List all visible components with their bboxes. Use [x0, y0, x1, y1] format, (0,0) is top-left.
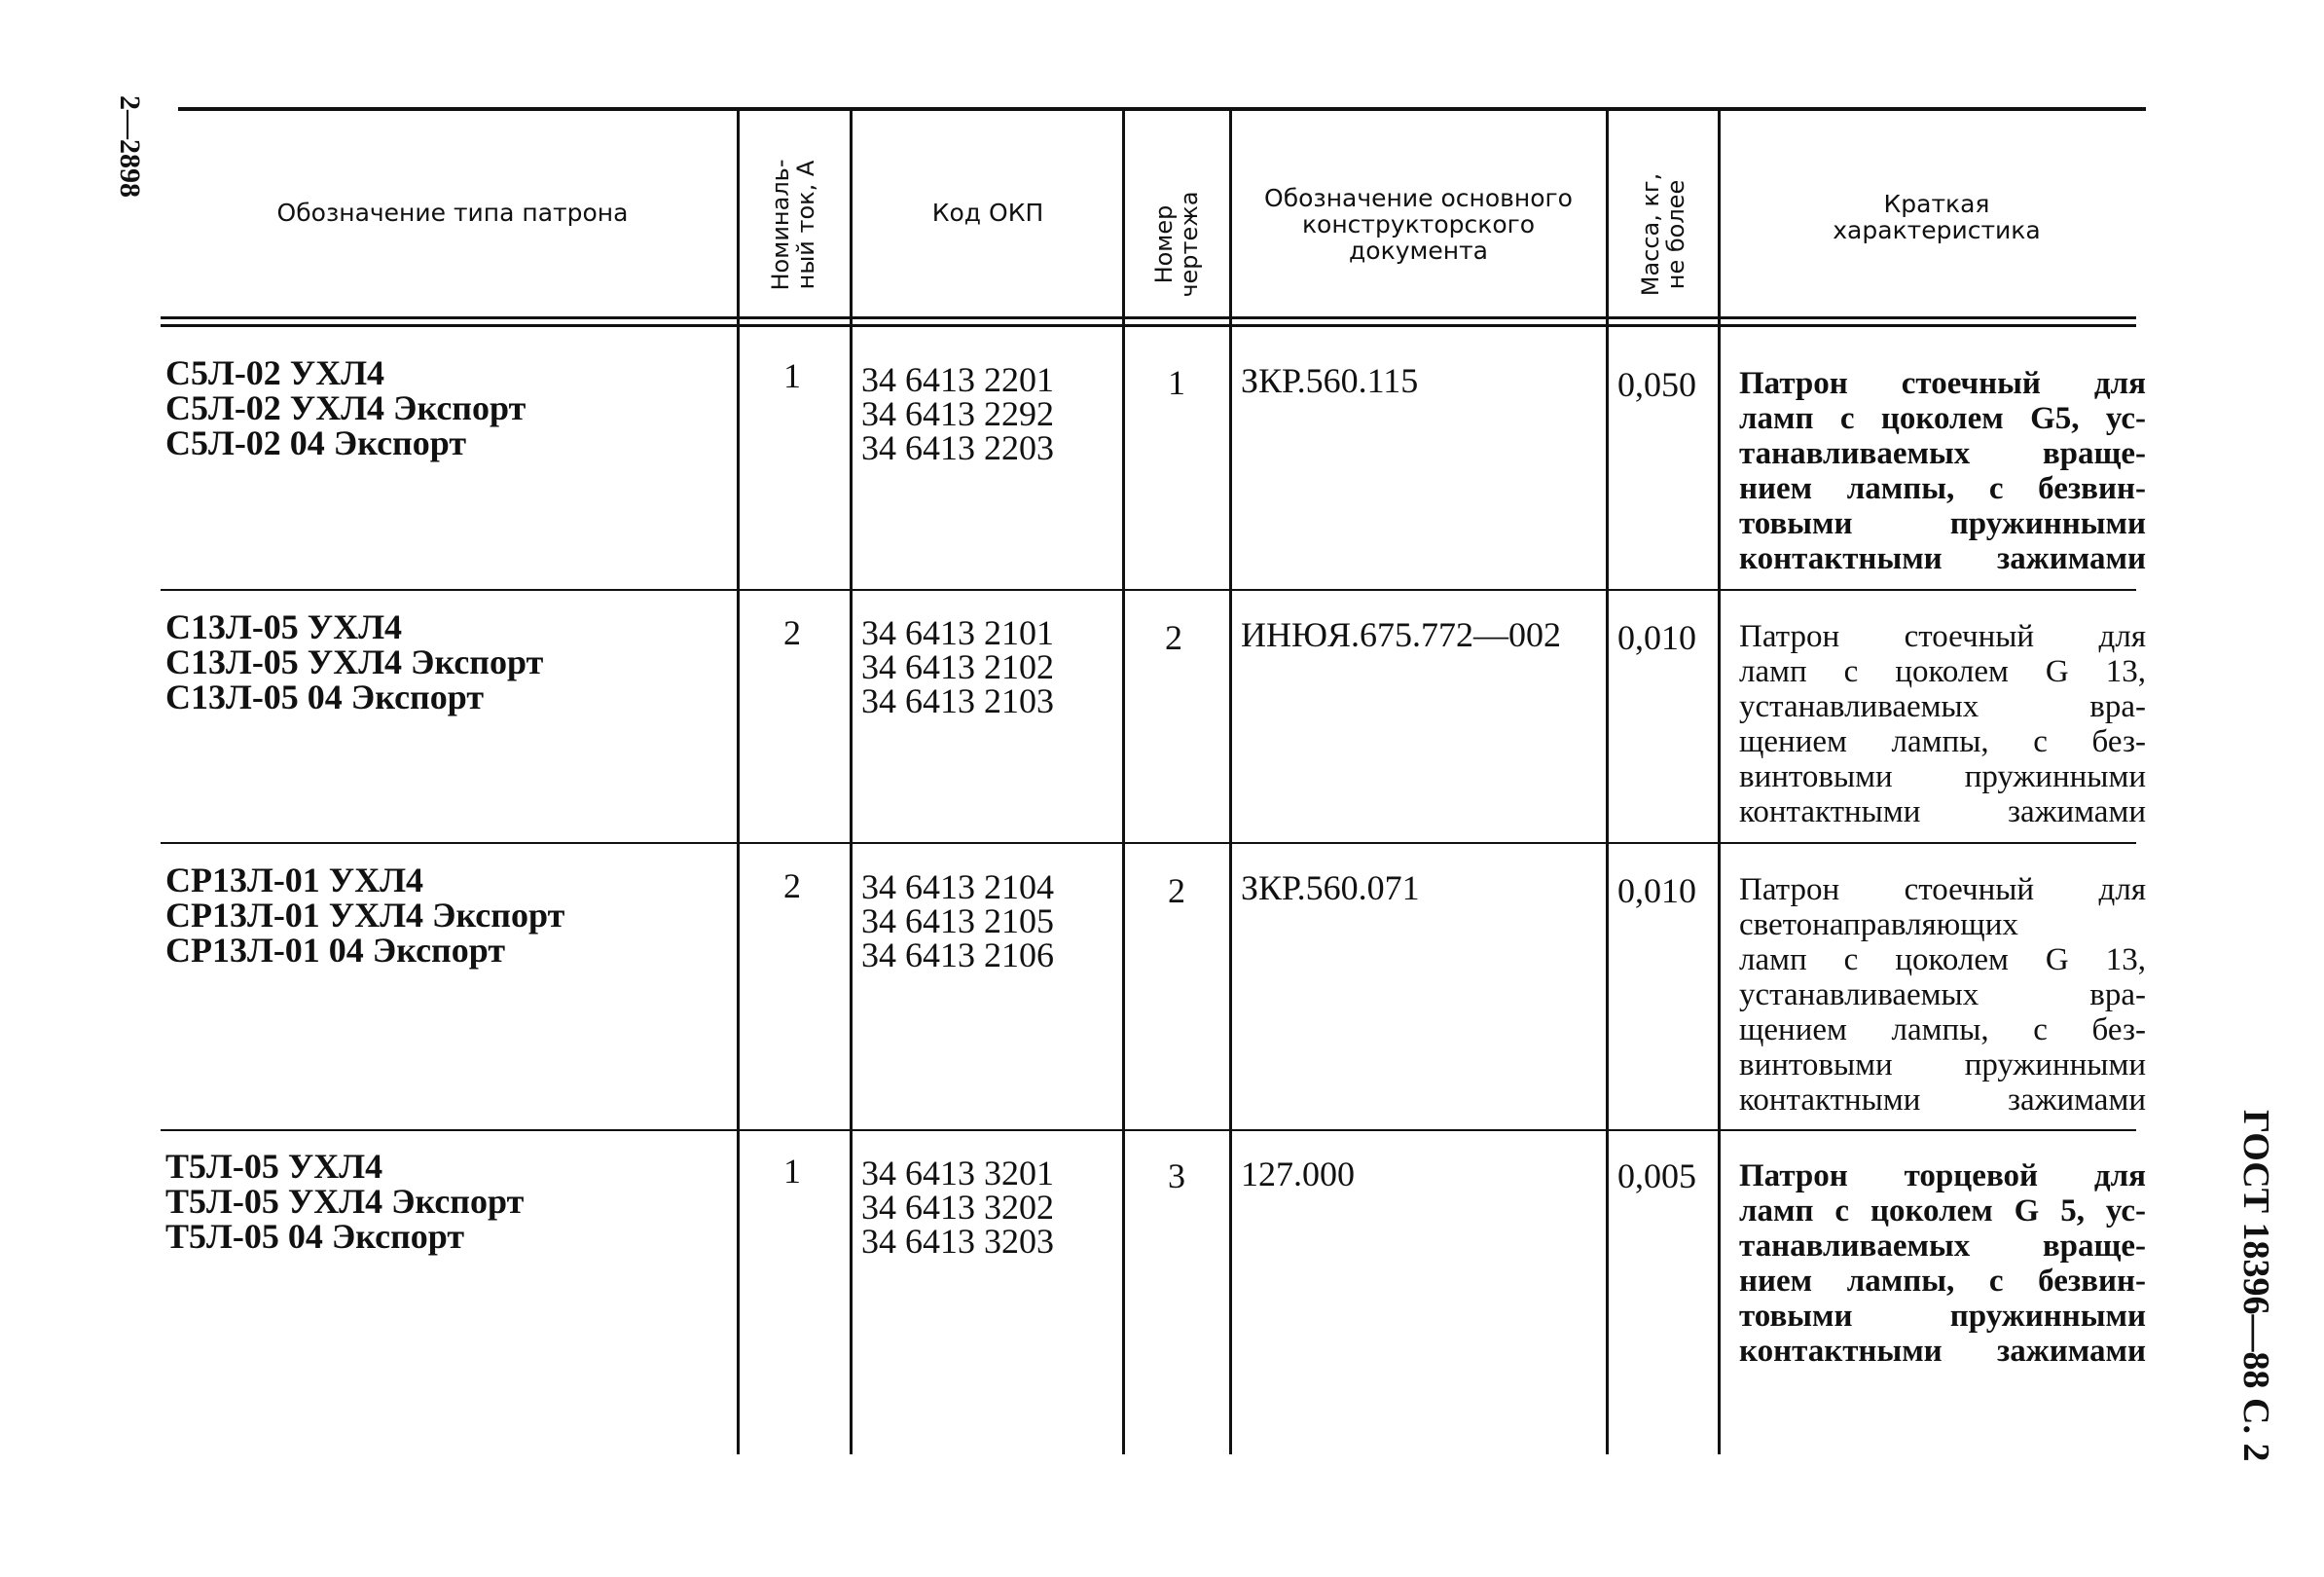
- description-line: щением лампы, с без-: [1739, 724, 2146, 759]
- description-line: контактными зажимами: [1739, 794, 2146, 829]
- okp-code: 34 6413 2102: [861, 647, 1054, 686]
- okp-code: 34 6413 2105: [861, 901, 1054, 940]
- type-line: С13Л-05 УХЛ4: [165, 607, 403, 646]
- current-value: 2: [783, 866, 801, 905]
- type-line: С5Л-02 УХЛ4 Экспорт: [165, 388, 527, 427]
- col-divider-2: [850, 111, 853, 1454]
- table-top-rule: [178, 107, 2146, 111]
- row-separator-3: [161, 1129, 2136, 1131]
- description: [1739, 619, 2146, 829]
- description-line: ламп с цоколем G 13,: [1739, 942, 2146, 977]
- type-line: СР13Л-01 УХЛ4: [165, 861, 424, 899]
- okp-code: 34 6413 2103: [861, 681, 1054, 720]
- type-line: С5Л-02 04 Экспорт: [165, 423, 467, 462]
- type-line: Т5Л-05 УХЛ4 Экспорт: [165, 1182, 525, 1221]
- header-rule-2: [161, 324, 2136, 327]
- okp-code: 34 6413 2203: [861, 428, 1054, 467]
- okp-code: 34 6413 2201: [861, 360, 1054, 399]
- description-line: нием лампы, с безвин-: [1739, 471, 2146, 506]
- okp-code: 34 6413 3202: [861, 1188, 1054, 1227]
- type-line: Т5Л-05 УХЛ4: [165, 1147, 383, 1186]
- doc-designation: ЗКР.560.071: [1241, 868, 1420, 907]
- description-line: танавливаемых враще-: [1739, 1229, 2146, 1264]
- description-line: нием лампы, с безвин-: [1739, 1264, 2146, 1299]
- type-line: С5Л-02 УХЛ4: [165, 353, 385, 392]
- doc-designation: ЗКР.560.115: [1241, 361, 1419, 400]
- description-line: устанавливаемых вра-: [1739, 977, 2146, 1012]
- description-line: Патрон стоечный для: [1739, 619, 2146, 654]
- col-divider-6: [1718, 111, 1721, 1454]
- drawing-number: 3: [1168, 1156, 1185, 1195]
- doc-designation: ИНЮЯ.675.772—002: [1241, 615, 1562, 654]
- col-divider-3: [1122, 111, 1125, 1454]
- description-line: винтовыми пружинными: [1739, 759, 2146, 794]
- mass-value: 0,010: [1617, 871, 1696, 910]
- description: [1739, 872, 2146, 1118]
- description-line: контактными зажимами: [1739, 1082, 2146, 1118]
- header-drawing: Номер чертежа: [1150, 191, 1203, 298]
- description-line: контактными зажимами: [1739, 541, 2146, 576]
- mass-value: 0,005: [1617, 1156, 1696, 1195]
- okp-code: 34 6413 3203: [861, 1222, 1054, 1261]
- row-separator-1: [161, 589, 2136, 591]
- drawing-number: 2: [1165, 618, 1182, 657]
- okp-code: 34 6413 2106: [861, 935, 1054, 974]
- description-line: контактными зажимами: [1739, 1334, 2146, 1369]
- doc-designation: 127.000: [1241, 1155, 1355, 1193]
- header-doc: Обозначение основного конструкторского документа: [1264, 184, 1573, 265]
- description-line: Патрон стоечный для: [1739, 872, 2146, 907]
- current-value: 1: [783, 356, 801, 395]
- type-line: С13Л-05 04 Экспорт: [165, 678, 485, 716]
- header-rule-1: [161, 316, 2136, 319]
- description-line: Патрон стоечный для: [1739, 366, 2146, 401]
- okp-code: 34 6413 2292: [861, 394, 1054, 433]
- type-line: СР13Л-01 УХЛ4 Экспорт: [165, 896, 565, 935]
- description: [1739, 366, 2146, 576]
- description: [1739, 1158, 2146, 1369]
- header-mass: Масса, кг, не более: [1637, 172, 1689, 297]
- page-number-top: 2—2898: [114, 95, 146, 198]
- header-okp: Код ОКП: [931, 199, 1044, 227]
- standard-reference: ГОСТ 18396—88 С. 2: [2235, 1110, 2276, 1462]
- current-value: 1: [783, 1152, 801, 1191]
- drawing-number: 1: [1168, 363, 1185, 402]
- description-line: устанавливаемых вра-: [1739, 689, 2146, 724]
- description-line: танавливаемых враще-: [1739, 436, 2146, 471]
- description-line: ламп с цоколем G 5, ус-: [1739, 1193, 2146, 1229]
- description-line: ламп с цоколем G5, ус-: [1739, 401, 2146, 436]
- col-divider-4: [1229, 111, 1232, 1454]
- description-line: ламп с цоколем G 13,: [1739, 654, 2146, 689]
- drawing-number: 2: [1168, 871, 1185, 910]
- header-current: Номиналь- ный ток, А: [767, 159, 819, 291]
- description-line: светонаправляющих: [1739, 907, 2018, 942]
- row-separator-2: [161, 842, 2136, 844]
- mass-value: 0,010: [1617, 618, 1696, 657]
- description-line: щением лампы, с без-: [1739, 1012, 2146, 1047]
- okp-code: 34 6413 3201: [861, 1154, 1054, 1192]
- description-line: винтовыми пружинными: [1739, 1047, 2146, 1082]
- type-line: С13Л-05 УХЛ4 Экспорт: [165, 642, 544, 681]
- col-divider-1: [737, 111, 740, 1454]
- current-value: 2: [783, 613, 801, 652]
- description-line: товыми пружинными: [1739, 1299, 2146, 1334]
- mass-value: 0,050: [1617, 365, 1696, 404]
- header-type: Обозначение типа патрона: [276, 199, 629, 227]
- okp-code: 34 6413 2104: [861, 867, 1054, 906]
- type-line: СР13Л-01 04 Экспорт: [165, 931, 506, 970]
- okp-code: 34 6413 2101: [861, 613, 1054, 652]
- header-desc: Краткая характеристика: [1833, 190, 2041, 244]
- type-line: Т5Л-05 04 Экспорт: [165, 1217, 465, 1256]
- col-divider-5: [1606, 111, 1609, 1454]
- description-line: Патрон торцевой для: [1739, 1158, 2146, 1193]
- description-line: товыми пружинными: [1739, 506, 2146, 541]
